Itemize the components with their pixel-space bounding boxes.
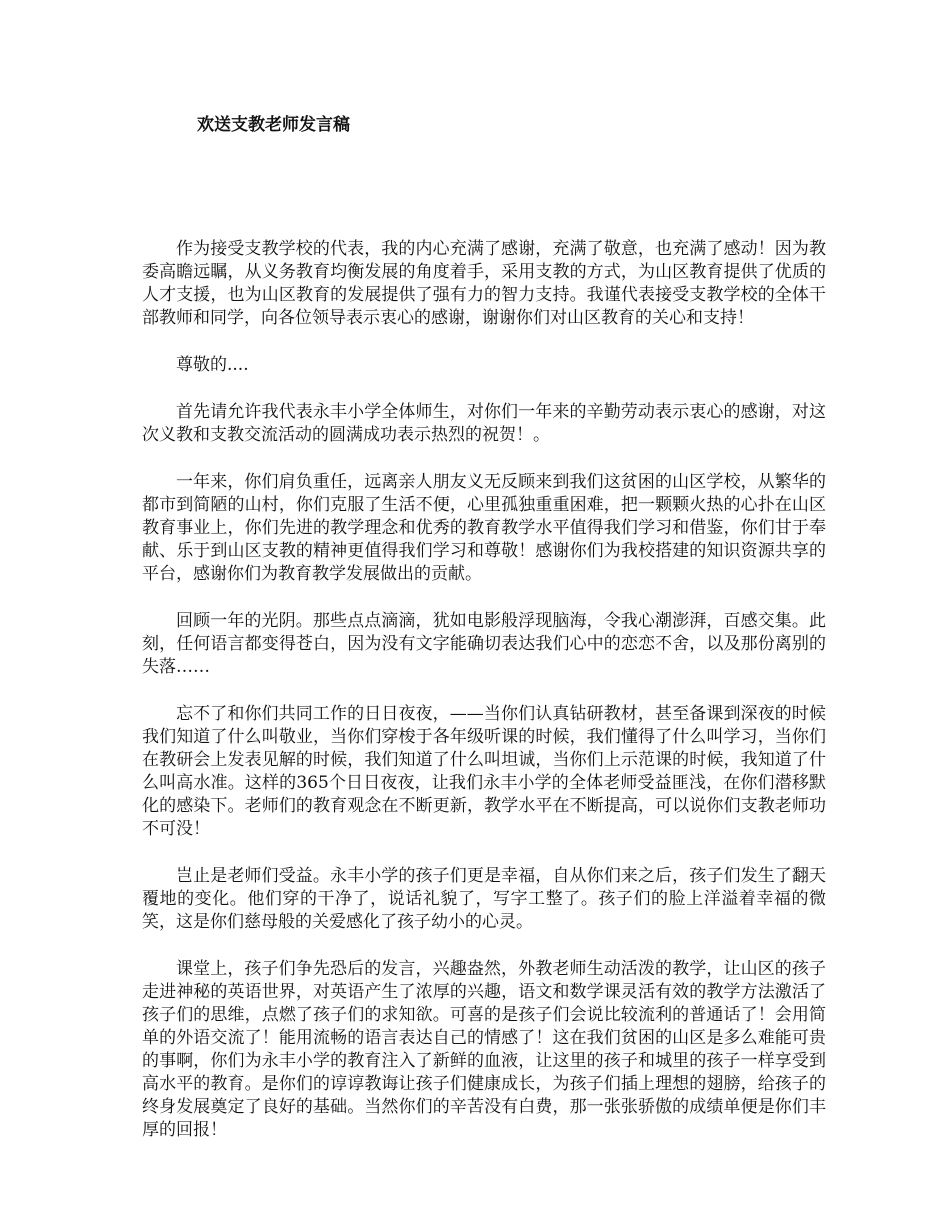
paragraph-children: 岂止是老师们受益。永丰小学的孩子们更是幸福，自从你们来之后，孩子们发生了翻天覆地的变化。他们穿的干净了，说话礼貌了，写字工整了。孩子们的脸上洋溢着幸福的微笑，这是你们慈母般的关爱感化了孩子幼小的心灵。: [142, 866, 826, 932]
paragraph-classroom: 课堂上，孩子们争先恐后的发言，兴趣盎然，外教老师生动活泼的教学，让山区的孩子走进神秘的英语世界，对英语产生了浓厚的兴趣，语文和数学课灵活有效的教学方法激活了孩子们的思维，点燃了孩子们的求知欲。可喜的是孩子们会说比较流利的普通话了！会用简单的外语交流了！能用流畅的语言表达自己的情感了！这在我们贫困的山区是多么难能可贵的事啊，你们为永丰小学的教育注入了新鲜的血液，让这里的孩子和城里的孩子一样享受到高水平的教育。是你们的谆谆教诲让孩子们健康成长，为孩子们插上理想的翅膀，给孩子的终身发展奠定了良好的基础。当然你们的辛苦没有白费，那一张张骄傲的成绩单便是你们丰厚的回报！: [142, 959, 826, 1140]
paragraph-intro: 作为接受支教学校的代表，我的内心充满了感谢，充满了敬意，也充满了感动！因为教委高瞻远瞩，从义务教育均衡发展的角度着手，采用支教的方式，为山区教育提供了优质的人才支援，也为山区教育的发展提供了强有力的智力支持。我谨代表接受支教学校的全体干部教师和同学，向各位领导表示衷心的感谢，谢谢你们对山区教育的关心和支持！: [142, 239, 826, 328]
paragraph-one-year: 一年来，你们肩负重任，远离亲人朋友义无反顾来到我们这贫困的山区学校，从繁华的都市到简陋的山村，你们克服了生活不便，心里孤独重重困难，把一颗颗火热的心扑在山区教育事业上，你们先进的教学理念和优秀的教育教学水平值得我们学习和借鉴，你们甘于奉献、乐于到山区支教的精神更值得我们学习和尊敬！感谢你们为我校搭建的知识资源共享的平台，感谢你们为教育教学发展做出的贡献。: [142, 472, 826, 584]
paragraph-salutation: 尊敬的....: [176, 355, 249, 375]
paragraph-review: 回顾一年的光阴。那些点点滴滴，犹如电影般浮现脑海，令我心潮澎湃，百感交集。此刻，任何语言都变得苍白，因为没有文字能确切表达我们心中的恋恋不舍，以及那份离别的失落……: [142, 611, 826, 677]
document-body: [142, 238, 826, 1166]
paragraph-memories: 忘不了和你们共同工作的日日夜夜，——当你们认真钻研教材，甚至备课到深夜的时候我们知道了什么叫敬业，当你们穿梭于各年级听课的时候，我们懂得了什么叫学习，当你们在教研会上发表见解的时候，我们知道了什么叫坦诚，当你们上示范课的时候，我知道了什么叫高水准。这样的365个日日夜夜，让我们永丰小学的全体老师受益匪浅，在你们潜移默化的感染下。老师们的教育观念在不断更新，教学水平在不断提高，可以说你们支教老师功不可没！: [142, 704, 826, 839]
document-title: 欢送支教老师发言稿: [197, 115, 350, 135]
paragraph-thanks: 首先请允许我代表永丰小学全体师生，对你们一年来的辛勤劳动表示衷心的感谢，对这次义教和支教交流活动的圆满成功表示热烈的祝贺！。: [142, 402, 826, 445]
